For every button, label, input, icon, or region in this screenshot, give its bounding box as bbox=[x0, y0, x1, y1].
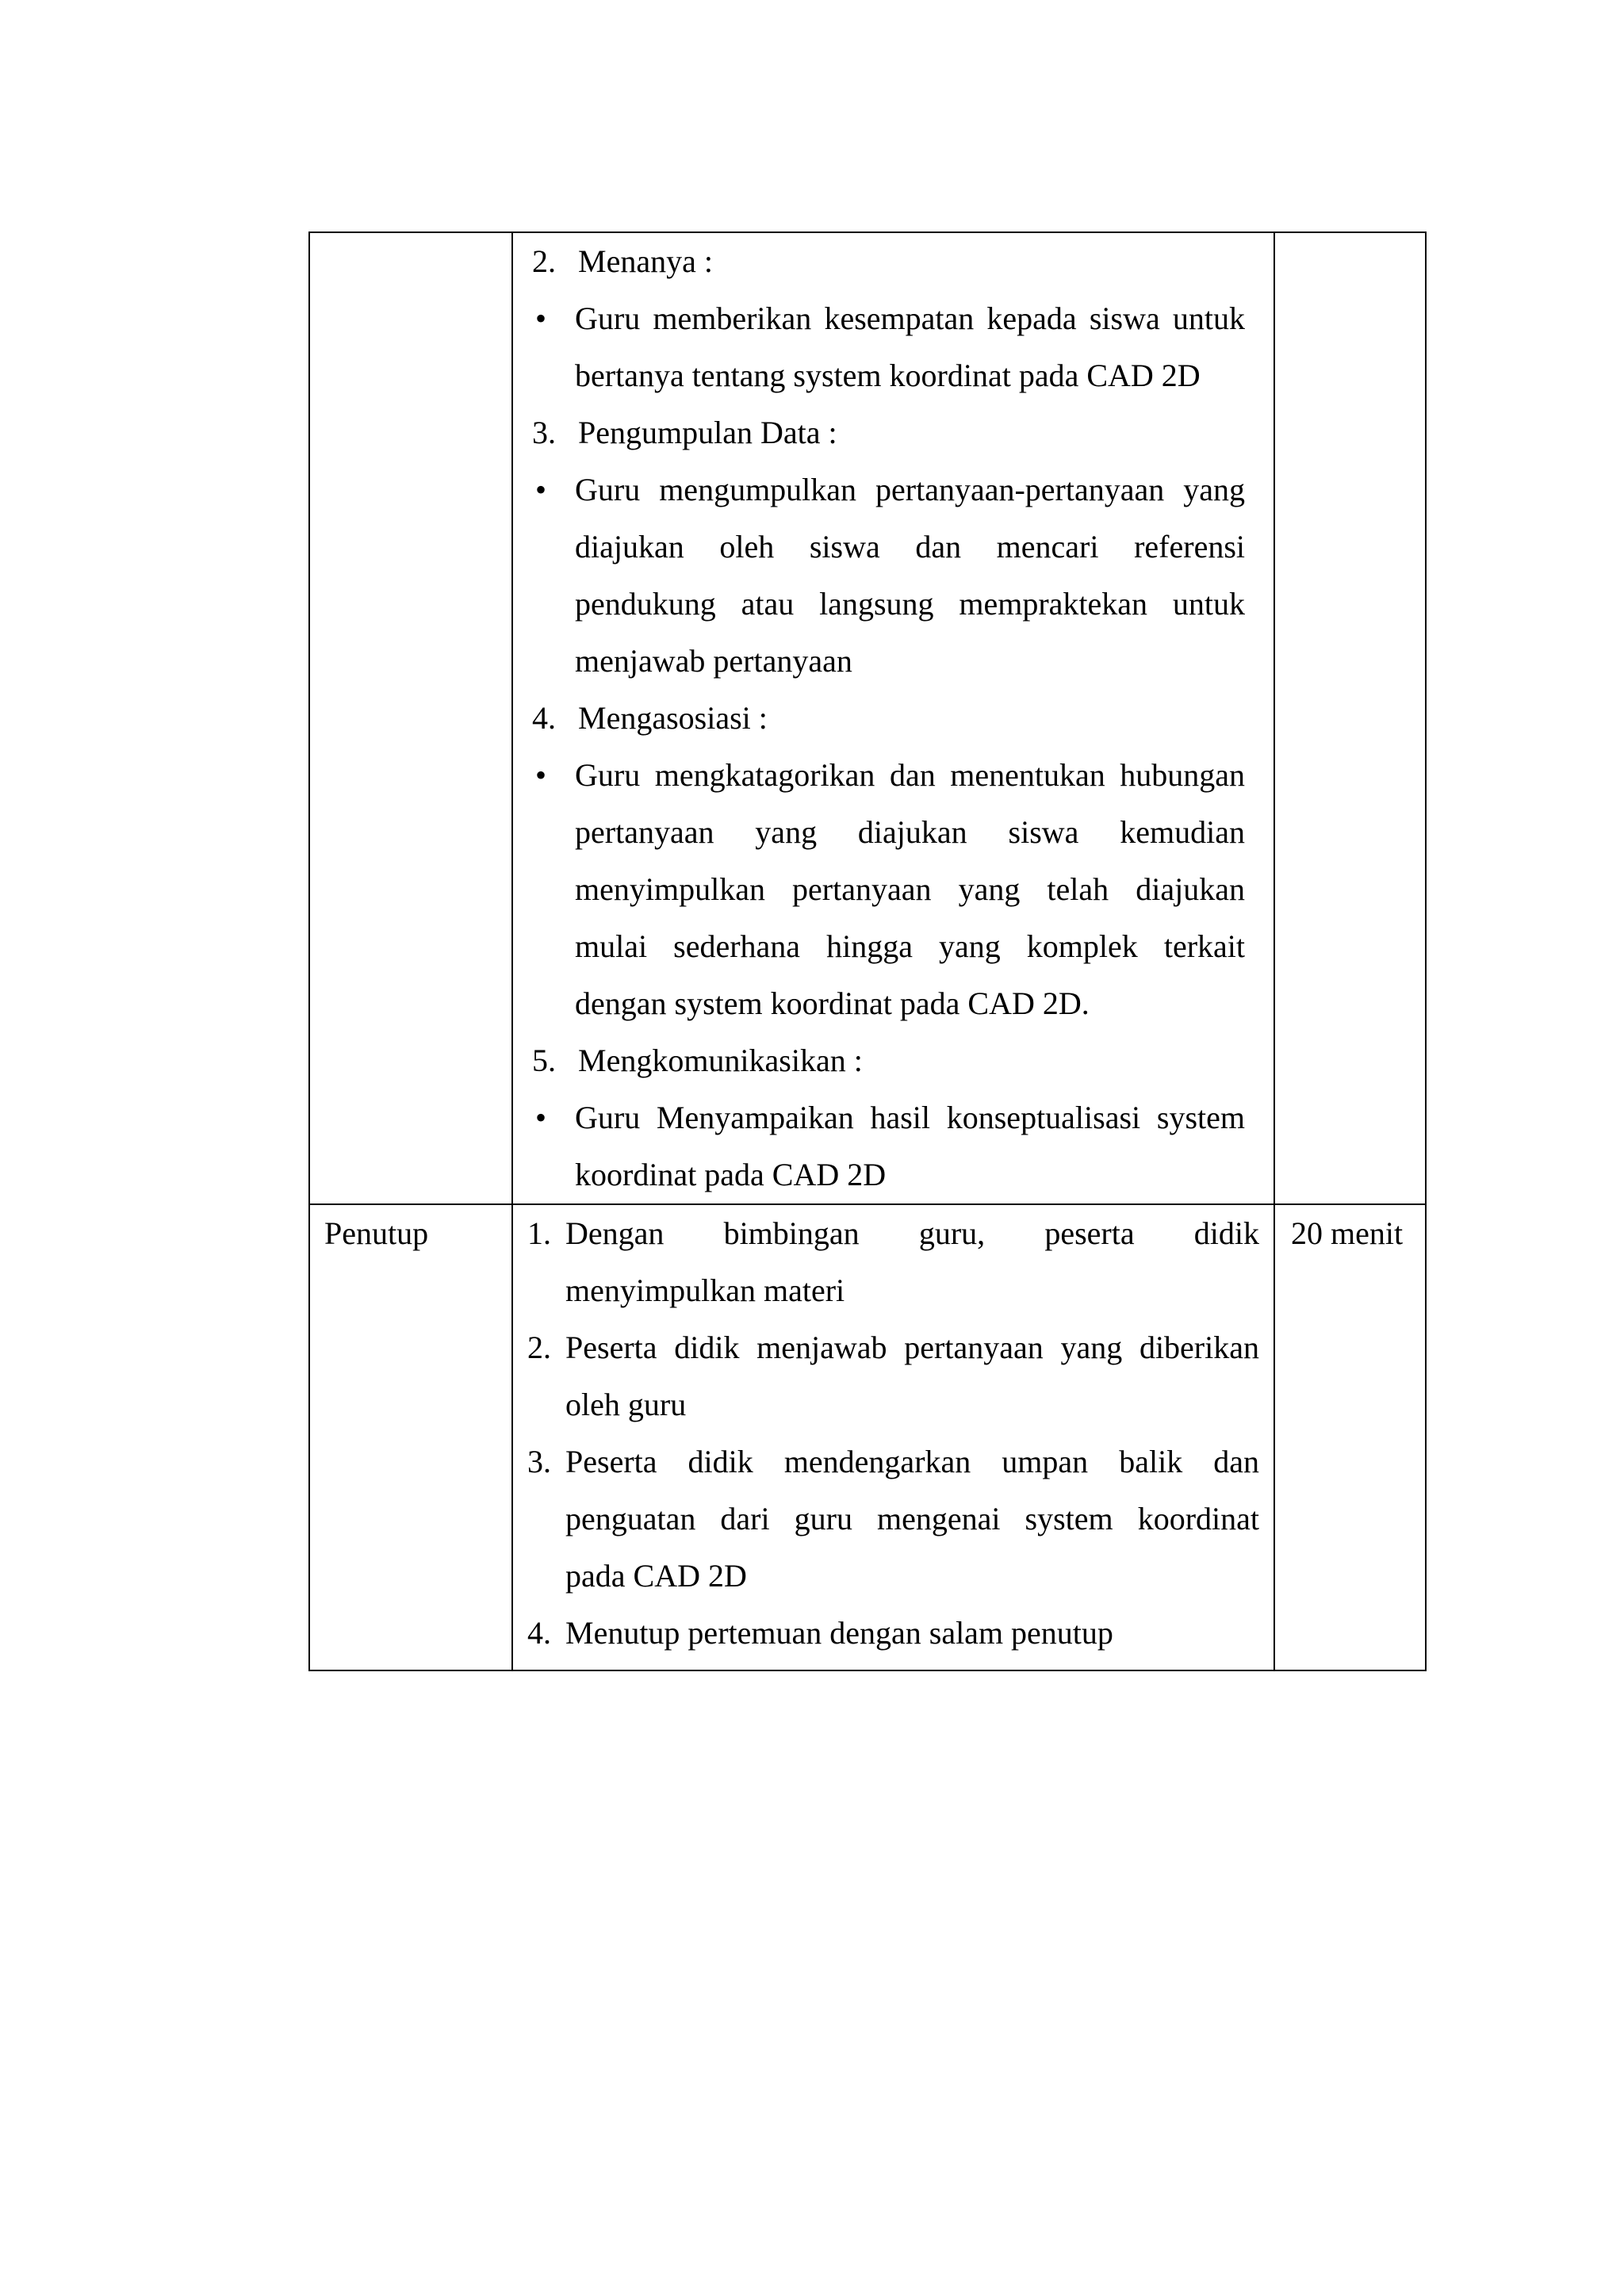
step-heading bbox=[523, 690, 1259, 747]
step-title: Mengasosiasi : bbox=[578, 700, 768, 736]
text-line: Guru Menyampaikan hasil konseptualisasi system bbox=[575, 1100, 1245, 1135]
step-number: 2. bbox=[532, 243, 556, 279]
text-line: pertanyaan yang diajukan siswa kemudian bbox=[575, 814, 1245, 850]
closing-list bbox=[513, 1205, 1274, 1670]
lesson-activity-table bbox=[308, 232, 1427, 1671]
table-row-closing bbox=[309, 1204, 1426, 1670]
text-line: penguatan dari guru mengenai system koordinat bbox=[565, 1501, 1259, 1536]
time-value: 20 menit bbox=[1291, 1215, 1404, 1251]
text-line: pendukung atau langsung mempraktekan untuk bbox=[575, 586, 1245, 622]
bullet-icon: • bbox=[535, 757, 547, 793]
phase-cell bbox=[309, 1204, 512, 1670]
step-title: Menanya : bbox=[578, 243, 713, 279]
description-cell bbox=[512, 232, 1274, 1204]
item-number: 2. bbox=[527, 1330, 551, 1365]
text-line: menjawab pertanyaan bbox=[575, 643, 852, 679]
list-item bbox=[513, 1605, 1274, 1662]
bullet-icon: • bbox=[535, 1100, 547, 1135]
text-line: menyimpulkan pertanyaan yang telah diajukan bbox=[575, 871, 1245, 907]
step-number: 5. bbox=[532, 1043, 556, 1078]
text-line: dengan system koordinat pada CAD 2D. bbox=[575, 985, 1090, 1021]
time-cell bbox=[1274, 232, 1426, 1204]
list-item bbox=[523, 1089, 1259, 1203]
step-number: 3. bbox=[532, 415, 556, 450]
list-item bbox=[523, 461, 1259, 690]
table-row-core-activity bbox=[309, 232, 1426, 1204]
list-item bbox=[523, 747, 1259, 1032]
bullet-icon: • bbox=[535, 300, 547, 336]
step-heading bbox=[523, 404, 1259, 461]
step-heading bbox=[523, 1032, 1259, 1089]
text-line: koordinat pada CAD 2D bbox=[575, 1157, 887, 1192]
bullet-icon: • bbox=[535, 472, 547, 507]
steps-list bbox=[513, 233, 1274, 1203]
item-number: 3. bbox=[527, 1444, 551, 1479]
step-heading bbox=[523, 233, 1259, 290]
text-line: Guru mengkatagorikan dan menentukan hubungan bbox=[575, 757, 1245, 793]
text-line: oleh guru bbox=[565, 1387, 687, 1422]
text-line: bertanya tentang system koordinat pada CAD 2D bbox=[575, 358, 1201, 393]
list-item bbox=[523, 290, 1259, 404]
item-number: 4. bbox=[527, 1615, 551, 1651]
text-line: pada CAD 2D bbox=[565, 1558, 747, 1594]
text-line: Peserta didik mendengarkan umpan balik dan bbox=[565, 1444, 1259, 1479]
text-line: diajukan oleh siswa dan mencari referensi bbox=[575, 529, 1245, 564]
list-item bbox=[513, 1205, 1274, 1319]
text-line: Dengan bimbingan guru, peserta didik bbox=[565, 1215, 1259, 1251]
item-number: 1. bbox=[527, 1215, 551, 1251]
list-item bbox=[513, 1433, 1274, 1605]
step-title: Mengkomunikasikan : bbox=[578, 1043, 863, 1078]
phase-label: Penutup bbox=[324, 1215, 429, 1251]
time-cell bbox=[1274, 1204, 1426, 1670]
description-cell bbox=[512, 1204, 1274, 1670]
text-line: Guru memberikan kesempatan kepada siswa untuk bbox=[575, 300, 1245, 336]
list-item bbox=[513, 1319, 1274, 1433]
step-number: 4. bbox=[532, 700, 556, 736]
text-line: mulai sederhana hingga yang komplek terkait bbox=[575, 928, 1245, 964]
phase-cell bbox=[309, 232, 512, 1204]
step-title: Pengumpulan Data : bbox=[578, 415, 837, 450]
text-line: Guru mengumpulkan pertanyaan-pertanyaan yang bbox=[575, 472, 1245, 507]
text-line: Peserta didik menjawab pertanyaan yang diberikan bbox=[565, 1330, 1259, 1365]
text-line: Menutup pertemuan dengan salam penutup bbox=[565, 1615, 1113, 1651]
text-line: menyimpulkan materi bbox=[565, 1272, 845, 1308]
